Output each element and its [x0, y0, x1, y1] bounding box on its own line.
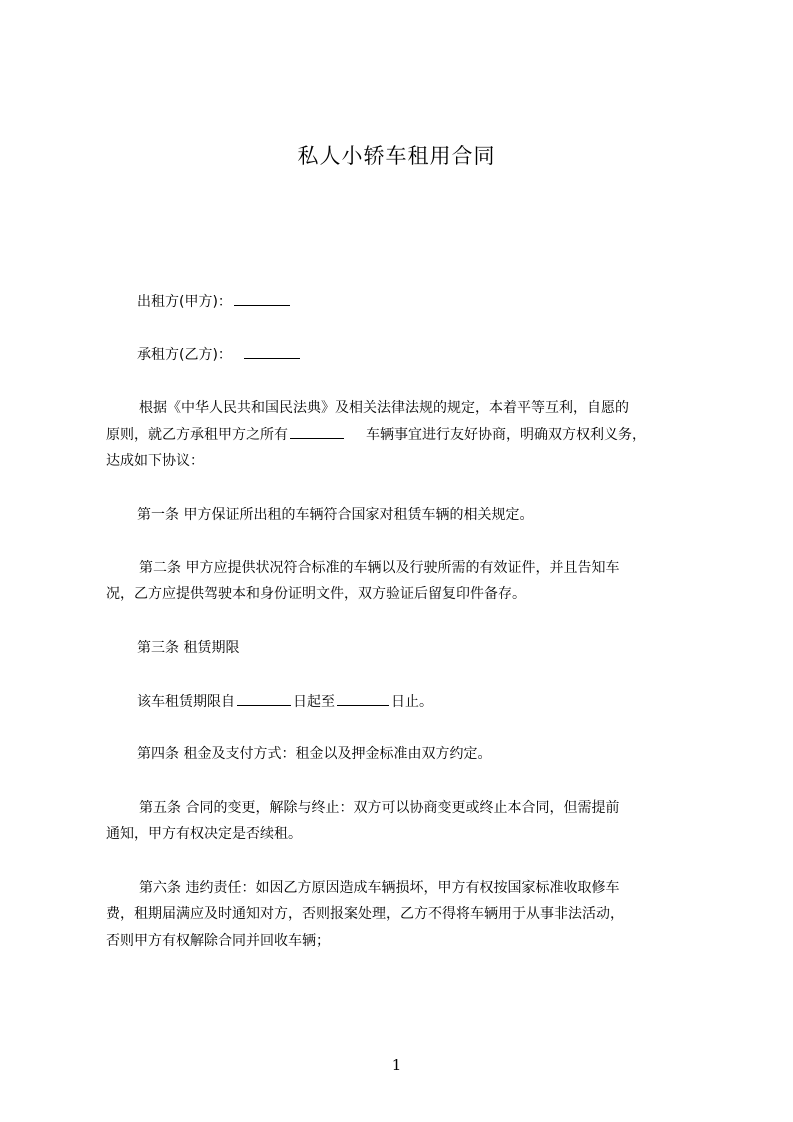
party-b-label: 承租方(乙方)： — [137, 347, 232, 363]
party-a-line — [137, 291, 292, 312]
article-3-heading: 第三条 租赁期限 — [137, 640, 240, 656]
party-b-blank — [244, 344, 300, 359]
document-title: 私人小轿车租用合同 — [297, 144, 496, 168]
start-date-blank — [237, 691, 291, 706]
preamble-line-3: 达成如下协议： — [106, 453, 204, 469]
article-5-line-2: 通知，甲方有权决定是否续租。 — [106, 826, 302, 842]
article-6-line-3: 否则甲方有权解除合同并回收车辆； — [106, 933, 330, 949]
party-b-line — [137, 344, 302, 365]
article-5-line-1: 第五条 合同的变更，解除与终止：双方可以协商变更或终止本合同，但需提前 — [139, 800, 620, 816]
rental-period-to-label: 日起至 — [293, 694, 335, 710]
article-2-line-1: 第二条 甲方应提供状况符合标准的车辆以及行驶所需的有效证件，并且告知车 — [139, 560, 620, 576]
article-2-line-2: 况，乙方应提供驾驶本和身份证明文件，双方验证后留复印件备存。 — [106, 586, 526, 602]
rental-period-line — [137, 691, 433, 712]
preamble-line-2 — [106, 424, 646, 445]
article-6-line-2: 费，租期届满应及时通知对方，否则报案处理，乙方不得将车辆用于从事非法活动， — [106, 906, 624, 922]
preamble-line-2b: 车辆事宜进行友好协商，明确双方权利义务， — [366, 427, 646, 443]
party-a-label: 出租方(甲方)： — [137, 294, 232, 310]
article-1: 第一条 甲方保证所出租的车辆符合国家对租赁车辆的相关规定。 — [137, 507, 534, 523]
rental-period-end-label: 日止。 — [391, 694, 433, 710]
rental-period-from-label: 该车租赁期限自 — [137, 694, 235, 710]
party-a-blank — [234, 291, 290, 306]
article-4: 第四条 租金及支付方式：租金以及押金标准由双方约定。 — [137, 746, 492, 762]
end-date-blank — [337, 691, 389, 706]
preamble-line-2a: 原则，就乙方承租甲方之所有 — [106, 427, 288, 443]
vehicle-blank — [290, 424, 344, 439]
page-number: 1 — [391, 1056, 402, 1074]
preamble-line-1: 根据《中华人民共和国民法典》及相关法律法规的规定，本着平等互利，自愿的 — [139, 400, 629, 416]
article-6-line-1: 第六条 违约责任：如因乙方原因造成车辆损坏，甲方有权按国家标准收取修车 — [139, 880, 620, 896]
